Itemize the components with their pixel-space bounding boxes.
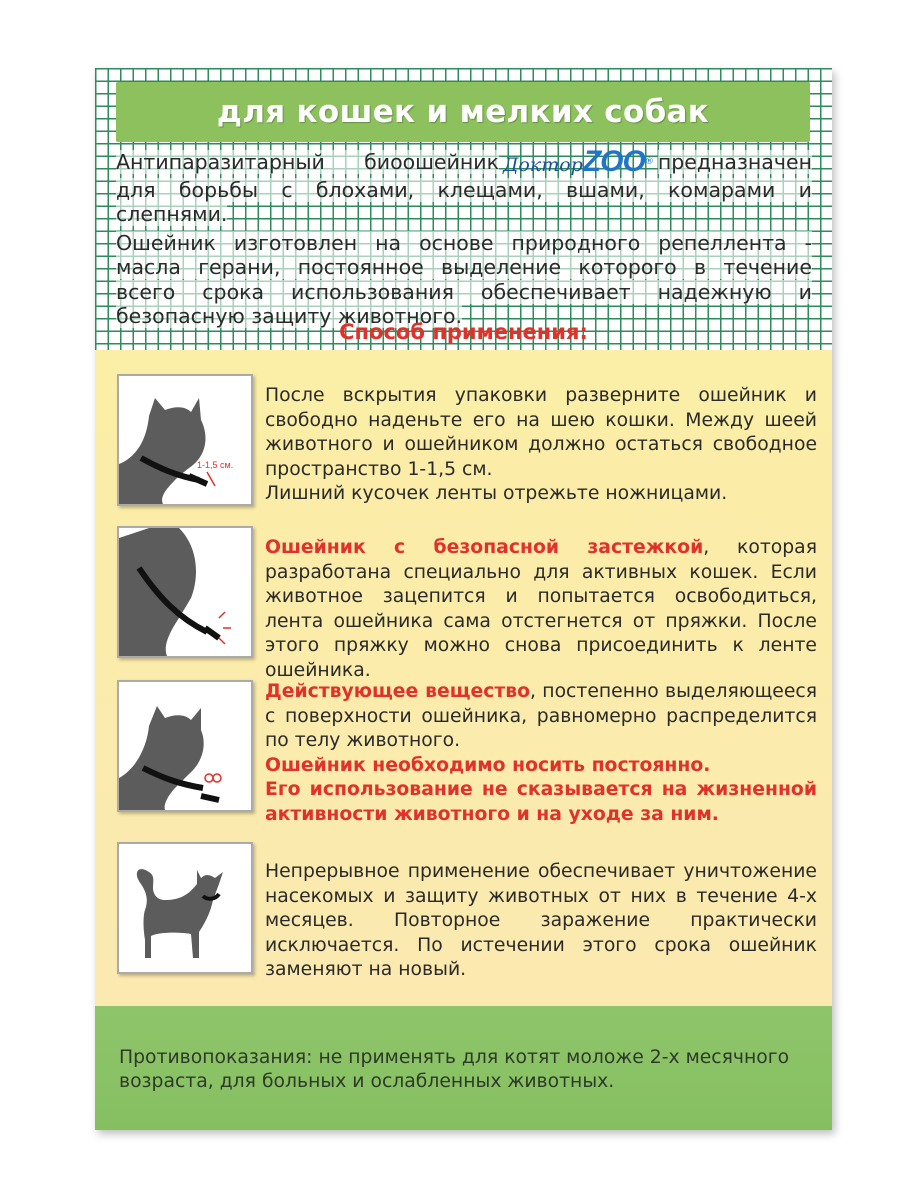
cat-collar-icon — [119, 376, 251, 504]
step-4-image — [117, 842, 253, 974]
instructions-panel — [95, 350, 832, 1006]
intro-line1-before: Антипаразитарный биоошейник — [116, 150, 499, 174]
step-1-extra: Лишний кусочек ленты отрежьте ножницами. — [265, 483, 728, 504]
header-title: для кошек и мелких собак — [216, 94, 710, 130]
step-3-red2: Ошейник необходимо носить постоянно. — [265, 754, 711, 776]
cat-cut-icon — [119, 682, 251, 810]
standing-cat-icon — [119, 844, 251, 972]
step-1-image — [117, 374, 253, 506]
contraindications-text: Противопоказания: не применять для котят моложе 2-х месячного возраста, для больных и ослабленных животных. — [119, 1047, 790, 1092]
logo-reg: ® — [644, 157, 654, 167]
step-3-text — [265, 680, 817, 827]
step-3-image — [117, 680, 253, 812]
step-1-text — [265, 384, 817, 507]
header-band — [116, 82, 810, 142]
step-3-main: , постепенно выделяющееся с поверхности ошейника, равномерно распределится по телу животного. — [265, 681, 817, 751]
step-3-red3: Его использование не сказывается на жизненной активности животного и на уходе за ним. — [265, 779, 817, 825]
gap-label: 1-1,5 см. — [197, 460, 234, 470]
brand-logo — [502, 145, 654, 178]
step-2-red: Ошейник с безопасной застежкой — [265, 537, 704, 558]
intro-text — [116, 145, 812, 333]
step-3-red: Действующее вещество — [265, 681, 531, 702]
package-panel — [95, 68, 832, 1130]
contraindications-band — [95, 1006, 832, 1130]
logo-zoo: ZOO — [582, 145, 645, 178]
step-2-main: , которая разработана специально для активных кошек. Если животное зацепится и попытается освободиться, лента ошейника сама отстегнется от пряжки. После этого пряжку можно снова присоединить к ленте ошейника. — [265, 537, 817, 681]
step-4-main: Непрерывное применение обеспечивает уничтожение насекомых и защиту животных от них в течение 4-х месяцев. Повторное заражение практически исключается. По истечении этого срока ошейник заменяют на новый. — [265, 861, 817, 980]
intro-paragraph2: Ошейник изготовлен на основе природного репеллента - масла герани, постоянное выделение которого в течение всего срока использования обеспечивает надежную и безопасную защиту животного. — [116, 230, 812, 328]
logo-doktor: Доктор — [502, 154, 583, 176]
step-1-main: После вскрытия упаковки разверните ошейник и свободно наденьте его на шею кошки. Между шеей животного и ошейником должно остаться свободное пространство 1-1,5 см. — [265, 385, 817, 480]
cat-buckle-icon — [119, 528, 251, 656]
intro-line1-after: предназначен для борьбы с блохами, клещами, вшами, комарами и слепнями. — [116, 150, 812, 226]
step-2-text — [265, 536, 817, 683]
method-title: Способ применения: — [339, 320, 588, 344]
step-4-text — [265, 860, 817, 983]
step-2-image — [117, 526, 253, 658]
